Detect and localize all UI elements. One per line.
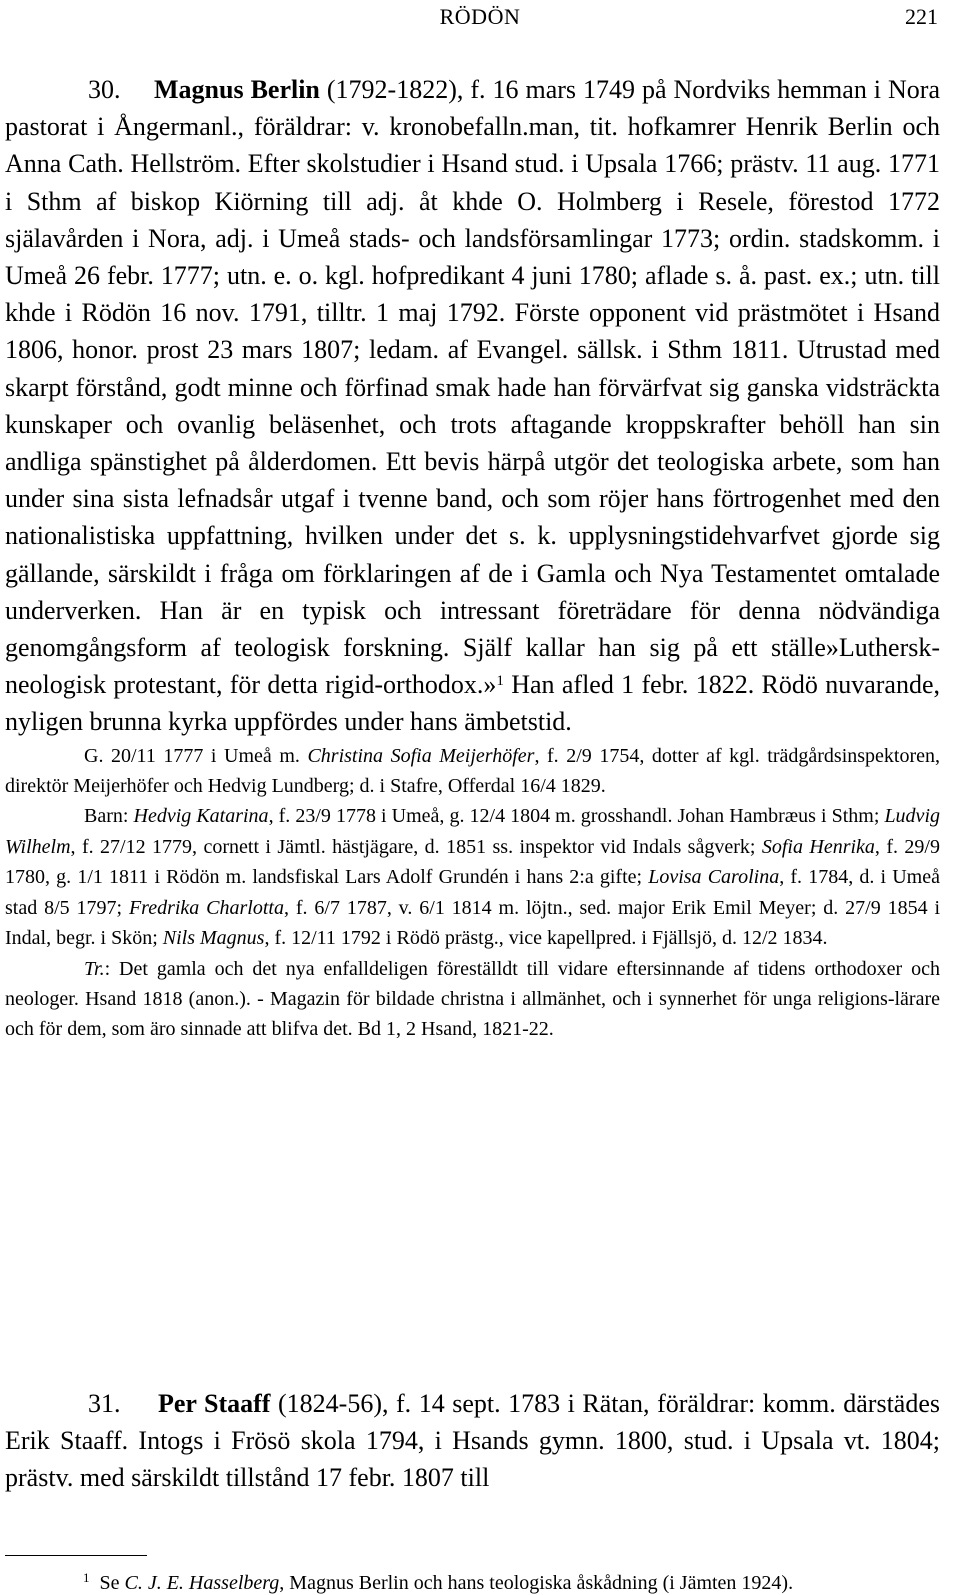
child-name: Nils Magnus [162,927,265,950]
works-paragraph: Tr.: Det gamla och det nya enfalldeligen föreställdt till vidare eftersinnande af tidens orthodoxer och neologer. Hsand 1818 (anon.). - Magazin för bildade christna i allmänhet, och i synnerhet för unga religions-lärare och för dem, som äro sinnade att blifva det. Bd 1, 2 Hsand, 1821-22. [5,957,940,1041]
page-header [0,2,960,32]
entry-number: 31. [88,1389,121,1418]
works-label: Tr. [84,957,105,980]
person-name: Per Staaff [158,1389,271,1418]
entry-30 [5,71,940,1045]
footnote-divider [5,1555,147,1556]
running-head: RÖDÖN [439,4,521,29]
child-name: Sofia Henrika [761,835,875,858]
biography-tail: Han afled 1 febr. 1822. Rödö nuvarande, nyligen brunna kyrka uppfördes under hans ämbetstid. [5,670,940,737]
person-name: Magnus Berlin [154,75,320,104]
entry-number: 30. [88,75,121,104]
entry-31 [5,1385,940,1497]
spouse-name: Christina Sofia Meijerhöfer [307,744,535,767]
entry-31-biography [5,1385,940,1497]
page-number: 221 [905,4,938,29]
footnote-author: C. J. E. Hasselberg [124,1572,280,1594]
child-name: Lovisa Carolina [648,866,780,889]
children-paragraph: Barn: Hedvig Katarina, f. 23/9 1778 i Umeå, g. 12/4 1804 m. grosshandl. Johan Hambræus i Sthm; Ludvig Wilhelm, f. 27/12 1779, cornett i Jämtl. hästjägare, d. 1851 ss. inspektor vid Indals sågverk; Sofia Henrika, f. 29/9 1780, g. 1/1 1811 i Rödön m. landsfiskal Lars Adolf Grundén i hans 2:a gifte; Lovisa Carolina, f. 1784, d. i Umeå stad 8/5 1797; Fredrika Charlotta, f. 6/7 1787, v. 6/1 1814 m. löjtn., sed. major Erik Emil Meyer; d. 27/9 1854 i Indal, begr. i Skön; Nils Magnus, f. 12/11 1792 i Rödö prästg., vice kapellpred. i Fjällsjö, d. 12/2 1834. [5,805,940,950]
child-name: Ludvig Wilhelm [5,805,940,858]
biography-text: (1792-1822), f. 16 mars 1749 på Nordviks hemman i Nora pastorat i Ångermanl., föräldrar: v. kronobefalln.man, tit. hofkamrer Henrik Berlin och Anna Cath. Hellström. Efter skolstudier i Hsand stud. i Upsala 1766; prästv. 11 aug. 1771 i Sthm af biskop Kiörning till adj. åt khde O. Holmberg i Resele, förestod 1772 själavården i Nora, adj. i Umeå stads- och landsförsamlingar 1773; ordin. stadskomm. i Umeå 26 febr. 1777; utn. e. o. kgl. hofpredikant 4 juni 1780; aflade s. å. past. ex.; utn. till khde i Rödön 16 nov. 1791, tilltr. 1 maj 1792. Förste opponent vid prästmötet i Hsand 1806, honor. prost 23 mars 1807; ledam. af Evangel. sällsk. i Sthm 1811. Utrustad med skarpt förstånd, godt minne och förfinad smak hade han förvärfvat sig ganska vidsträckta kunskaper och ovanlig beläsenhet, och trots aftagande kroppskrafter behöll han sin andliga spänstighet på ålderdomen. Ett bevis härpå utgör det teologiska arbete, som han under sina sista lefnadsår utgaf i tvenne band, och som röjer hans förtrogenhet med den nationalistiska uppfattning, hvilken under det s. k. upplysningstidehvarfvet gjorde sig gällande, särskildt i fråga om förklaringen af de i Gamla och Nya Testamentet omtalade underverken. Han är en typisk och intressant företrädare för denna nödvändiga genomgångsform af teologisk forskning. Själf kallar han sig på ett ställe»Luthersk-neologisk protestant, för detta rigid-orthodox.» [5,75,940,700]
biography-text: (1824-56), f. 14 sept. 1783 i Rätan, föräldrar: komm. därstädes Erik Staaff. Intogs i Frösö skola 1794, i Hsands gymn. 1800, stud. i Upsala vt. 1804; prästv. med särskildt tillstånd 17 febr. 1807 till [5,1389,940,1493]
footnote-reference: 1 [496,673,504,690]
footnote-mark: 1 [83,1570,90,1585]
child-name: Hedvig Katarina [133,805,269,828]
footnote: $^1$ Se C. J. E. Hasselberg, Magnus Berlin och hans teologiska åskådning (i Jämten 1924). [83,1570,794,1594]
child-name: Fredrika Charlotta [128,896,284,919]
entry-30-biography [5,71,940,741]
marriage-paragraph: G. 20/11 1777 i Umeå m. Christina Sofia Meijerhöfer, f. 2/9 1754, dotter af kgl. trädgårdsinspektoren, direktör Meijerhöfer och Hedvig Lundberg; d. i Stafre, Offerdal 16/4 1829. [5,744,941,798]
